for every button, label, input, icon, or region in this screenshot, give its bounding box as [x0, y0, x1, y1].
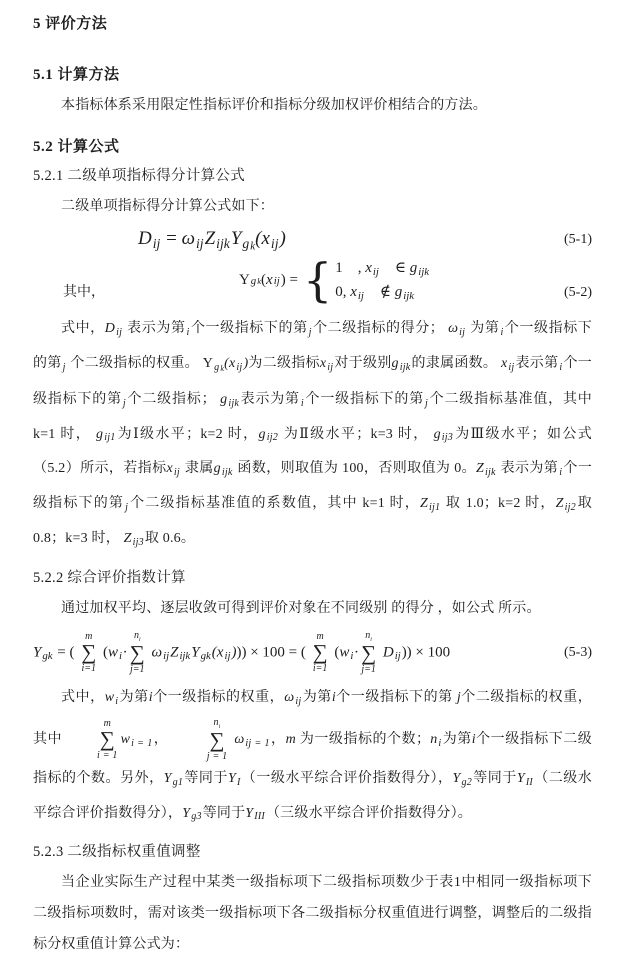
- math-segment: ): [243, 355, 249, 371]
- paragraph-symbols-explanation-2: 式中，$w_i$为第i个一级指标的权重，$\omega_{ij}$为第i个一级指标下的第 j个二级指标的权重，其中 m ∑ i = 1 $w_{i = 1}$， $n_i$ ∑ j = 1 $\omega_{ij = 1}$，m 为一级指标的个数；$n_i$为第i个一级指标下二级指标的个数。另外，$Y_{g1}$等同于$Y_I$（一级水平综合评价指数得分），$Y_{g2}$等同于$Y_{II}$（二级水平综合评价指数得分），$Y_{g3}$等同于$Y_{III}$（三级水平综合评价指数得分）。: [33, 689, 592, 823]
- math-segment: i: [471, 732, 476, 748]
- math-segment: Z: [204, 228, 216, 249]
- math-segment: g3: [191, 811, 202, 823]
- math-segment: Z: [555, 496, 564, 512]
- math-segment: m: [285, 732, 296, 748]
- math-segment: ij: [173, 467, 180, 479]
- math-segment: ij: [152, 235, 161, 251]
- math-segment: ij: [163, 650, 170, 663]
- math-segment: ijk: [485, 467, 496, 479]
- math-segment: Y: [516, 770, 525, 786]
- math-segment: ij: [394, 650, 401, 663]
- math-segment: I: [236, 776, 241, 788]
- math-segment: ij: [508, 361, 515, 373]
- math-segment: w: [108, 644, 119, 661]
- math-segment: x: [319, 355, 327, 371]
- summation-symbol: [361, 630, 376, 676]
- math-segment: j: [122, 397, 126, 409]
- math-segment: ij: [372, 265, 379, 278]
- math-segment: i: [438, 737, 442, 749]
- math-segment: i: [370, 636, 372, 643]
- equation-5-2-label: (5-2): [564, 285, 592, 300]
- math-segment: ij: [327, 361, 334, 373]
- math-segment: Y: [452, 770, 461, 786]
- math-segment: i: [500, 326, 504, 338]
- math-segment: ij: [195, 235, 204, 251]
- math-segment: ij: [459, 326, 466, 338]
- math-segment: Y: [230, 228, 242, 249]
- math-segment: i: [331, 689, 336, 705]
- summation-symbol: [179, 717, 228, 763]
- math-segment: j: [62, 361, 66, 373]
- math-segment: i: [115, 695, 119, 707]
- math-segment: D: [382, 644, 394, 661]
- equation-5-1-label: (5-1): [564, 232, 592, 248]
- case-row: 0, $x_{ij}$ ∉ $g_{ijk}$: [335, 284, 415, 303]
- math-segment: j=1: [129, 664, 145, 676]
- math-segment: ij2: [266, 432, 278, 444]
- math-segment: n: [365, 629, 371, 641]
- math-segment: ijk: [399, 361, 411, 373]
- math-segment: ijk: [221, 467, 233, 479]
- math-segment: III: [254, 811, 265, 823]
- math-segment: i=1: [81, 663, 97, 675]
- math-segment: Y: [191, 644, 200, 661]
- math-segment: D: [104, 321, 116, 336]
- math-segment: k: [220, 363, 225, 373]
- sigma-glyph: ∑: [312, 640, 328, 665]
- math-segment: ijk: [418, 265, 430, 278]
- math-segment: g: [220, 391, 228, 407]
- math-segment: gk: [200, 650, 211, 663]
- left-brace-glyph: {: [302, 252, 333, 307]
- math-segment: i: [300, 397, 304, 409]
- math-segment: ij2: [564, 502, 576, 514]
- math-segment: j=1: [361, 664, 376, 676]
- math-segment: i: [350, 650, 354, 663]
- equation-5-2: [33, 252, 592, 307]
- math-segment: ijk: [179, 650, 191, 663]
- section-5-2-3-heading: 5.2.3 二级指标权重值调整: [33, 844, 201, 861]
- math-segment: n: [213, 716, 219, 728]
- math-segment: i: [559, 361, 563, 373]
- math-segment: ijk: [216, 235, 230, 251]
- math-segment: ·: [354, 644, 359, 661]
- math-segment: i: [559, 467, 563, 479]
- math-segment: ij = 1: [245, 737, 270, 749]
- math-segment: i: [148, 689, 153, 705]
- math-segment: g: [96, 426, 104, 442]
- paragraph-index-intro: 通过加权平均、逐层收敛可得到评价对象在不同级别 的得分 ，如公式 所示。: [61, 600, 541, 616]
- math-segment: ij: [236, 361, 243, 373]
- math-segment: Z: [123, 531, 132, 547]
- math-segment: g: [214, 361, 220, 373]
- math-segment: k: [257, 275, 262, 286]
- math-segment: i = 1: [131, 737, 153, 749]
- section-5-2-1-heading: 5.2.1 二级单项指标得分计算公式: [33, 168, 246, 184]
- math-segment: x: [365, 259, 372, 276]
- math-segment: x: [261, 228, 270, 249]
- paragraph-formula-intro: 二级单项指标得分计算公式如下：: [61, 199, 274, 214]
- math-segment: ij: [295, 695, 302, 707]
- math-segment: j: [308, 326, 312, 338]
- math-segment: n: [430, 732, 438, 748]
- math-segment: i=1: [312, 663, 328, 675]
- math-segment: ij3: [132, 536, 144, 548]
- equation-5-3-body: $Y_{gk}$ = ( m ∑ i=1 ($w_i\cdot$ $n_i$ ∑ j=1 $\omega_{ij}Z_{ijk}Y_{gk}(x_{ij}))) \times 100$ = ( m ∑ i=1 ($w_i\cdot$ $n_i$ ∑ j=1 $D_{ij})) \times 100$: [33, 629, 451, 676]
- math-segment: ω: [448, 321, 459, 336]
- math-segment: (: [224, 355, 229, 371]
- math-segment: m: [103, 717, 112, 729]
- math-segment: i: [186, 326, 190, 338]
- math-segment: Y: [245, 805, 254, 821]
- math-segment: j: [456, 689, 461, 705]
- sigma-glyph: ∑: [209, 728, 225, 753]
- math-segment: g: [258, 426, 266, 442]
- summation-symbol: [313, 631, 328, 675]
- equation-5-2-body: Y g k ( x ij ) = { 1 , $x_{ij}$ ∈ $g_{ijk}$ 0, $x_{ij}$ ∉ $g_{ijk}$: [238, 252, 430, 307]
- math-segment: g1: [172, 776, 184, 788]
- section-5-2-2-heading: 5.2.2 综合评价指数计算: [33, 569, 186, 586]
- sigma-glyph: ∑: [99, 727, 115, 752]
- math-segment: ij3: [441, 432, 454, 444]
- math-segment: ij: [116, 326, 123, 338]
- math-segment: g: [394, 284, 403, 301]
- equation-5-3-label: (5-3): [564, 644, 592, 660]
- math-segment: j: [425, 397, 429, 409]
- math-segment: D: [138, 228, 152, 249]
- math-segment: ): [231, 644, 237, 661]
- math-segment: x: [266, 272, 273, 289]
- equation-5-3: [33, 630, 592, 676]
- math-segment: j = 1: [206, 751, 228, 763]
- math-segment: w: [104, 689, 115, 705]
- equation-5-1: [33, 228, 592, 253]
- math-segment: Y: [163, 770, 172, 786]
- math-segment: i: [218, 723, 221, 730]
- math-segment: x: [229, 355, 236, 371]
- math-segment: n: [133, 629, 139, 641]
- math-segment: i: [138, 636, 141, 643]
- math-segment: x: [166, 461, 173, 477]
- math-segment: Y: [33, 644, 42, 661]
- equation-5-2-prefix: 其中，: [63, 285, 105, 300]
- paragraph-symbols-explanation-1: 式中，$D_{ij}$ 表示为第$_i$个一级指标下的第$_j$个二级指标的得分； $\omega_{ij}$ 为第$_i$个一级指标下的第$_j$ 个二级指标的权重。 $Y_{gk}(x_{ij})$为二级指标$x_{ij}$对于级别$g_{ijk}$的隶属函数。 $x_{ij}$表示第$_i$个一级指标下的第$_j$个二级指标； $g_{ijk}$表示为第$_i$个一级指标下的第$_j$个二级指标基准值，其中 k=1 时， $g_{ij1}$为Ⅰ级水平；k=2 时，$g_{ij2}$ 为Ⅱ级水平；k=3 时， $g_{ij3}$为Ⅲ级水平；如公式（5.2）所示，若指标$x_{ij}$ 隶属$g_{ijk}$ 函数，则取值为 100，否则取值为 0。$Z_{ijk}$ 表示为第$_i$个一级指标下的第$_j$个二级指标基准值的系数值，其中 k=1 时，$Z_{ij1}$ 取 1.0；k=2 时，$Z_{ij2}$取 0.8；k=3 时， $Z_{ij3}$取 0.6。: [33, 321, 593, 548]
- math-segment: ijk: [403, 290, 415, 303]
- math-segment: g: [242, 235, 250, 251]
- section-5-heading: 5 评价方法: [33, 16, 108, 32]
- sigma-glyph: ∑: [361, 641, 377, 666]
- summation-symbol: [81, 631, 96, 675]
- math-segment: x: [350, 284, 357, 301]
- math-segment: ): [279, 228, 286, 249]
- math-segment: ω: [284, 689, 295, 705]
- math-segment: g: [391, 355, 399, 371]
- math-segment: ij: [270, 235, 279, 251]
- equation-5-1-body: $D_{ij} = \omega_{ij}Z_{ijk}Y_{gk}(x_{ij})$: [138, 228, 286, 253]
- math-segment: ·: [123, 644, 127, 661]
- math-segment: j: [125, 502, 129, 514]
- math-segment: gk: [42, 650, 53, 663]
- math-segment: ij1: [104, 432, 116, 444]
- paragraph-method: 本指标体系采用限定性指标评价和指标分级加权评价相结合的方法。: [61, 98, 487, 113]
- summation-symbol: [130, 630, 145, 676]
- summation-symbol: [69, 718, 118, 762]
- math-segment: (: [255, 228, 262, 249]
- math-segment: m: [316, 630, 324, 642]
- math-segment: ω: [151, 644, 163, 661]
- math-segment: w: [120, 732, 131, 748]
- math-segment: i: [119, 650, 123, 663]
- math-segment: ω: [234, 732, 245, 748]
- math-segment: Z: [419, 496, 428, 512]
- math-segment: ijk: [228, 397, 239, 409]
- math-segment: m: [85, 630, 93, 642]
- math-segment: w: [339, 644, 350, 661]
- case-row: 1 , $x_{ij}$ ∈ $g_{ijk}$: [335, 259, 430, 278]
- math-segment: x: [501, 355, 508, 371]
- math-segment: ij: [357, 290, 364, 303]
- math-segment: ij1: [428, 502, 441, 514]
- math-segment: i = 1: [97, 750, 118, 762]
- paragraph-weight-adjustment: 当企业实际生产过程中某类一级指标项下二级指标项数少于表1中相同一级指标项下二级指标项数时，需对该类一级指标项下各二级指标分权重值进行调整，调整后的二级指标分权重值计算公式为：: [33, 875, 592, 953]
- math-segment: g: [433, 426, 441, 442]
- cases-bracket: [302, 252, 430, 307]
- math-segment: ω: [181, 228, 195, 249]
- math-segment: Z: [170, 644, 179, 661]
- math-segment: Y: [182, 805, 191, 821]
- math-segment: Z: [476, 461, 485, 477]
- math-segment: x: [216, 644, 224, 661]
- math-segment: ij: [224, 650, 231, 663]
- math-segment: ij: [273, 274, 280, 287]
- math-segment: g: [409, 259, 418, 276]
- section-5-1-heading: 5.1 计算方法: [33, 67, 120, 83]
- math-segment: g2: [461, 776, 472, 788]
- sigma-glyph: ∑: [81, 640, 97, 665]
- math-segment: k: [250, 240, 256, 253]
- math-segment: g: [250, 274, 257, 287]
- math-segment: g: [213, 461, 221, 477]
- math-segment: Y: [227, 770, 236, 786]
- math-segment: II: [525, 776, 533, 788]
- math-segment: (: [211, 644, 217, 661]
- sigma-glyph: ∑: [129, 641, 145, 666]
- section-5-2-heading: 5.2 计算公式: [33, 139, 120, 155]
